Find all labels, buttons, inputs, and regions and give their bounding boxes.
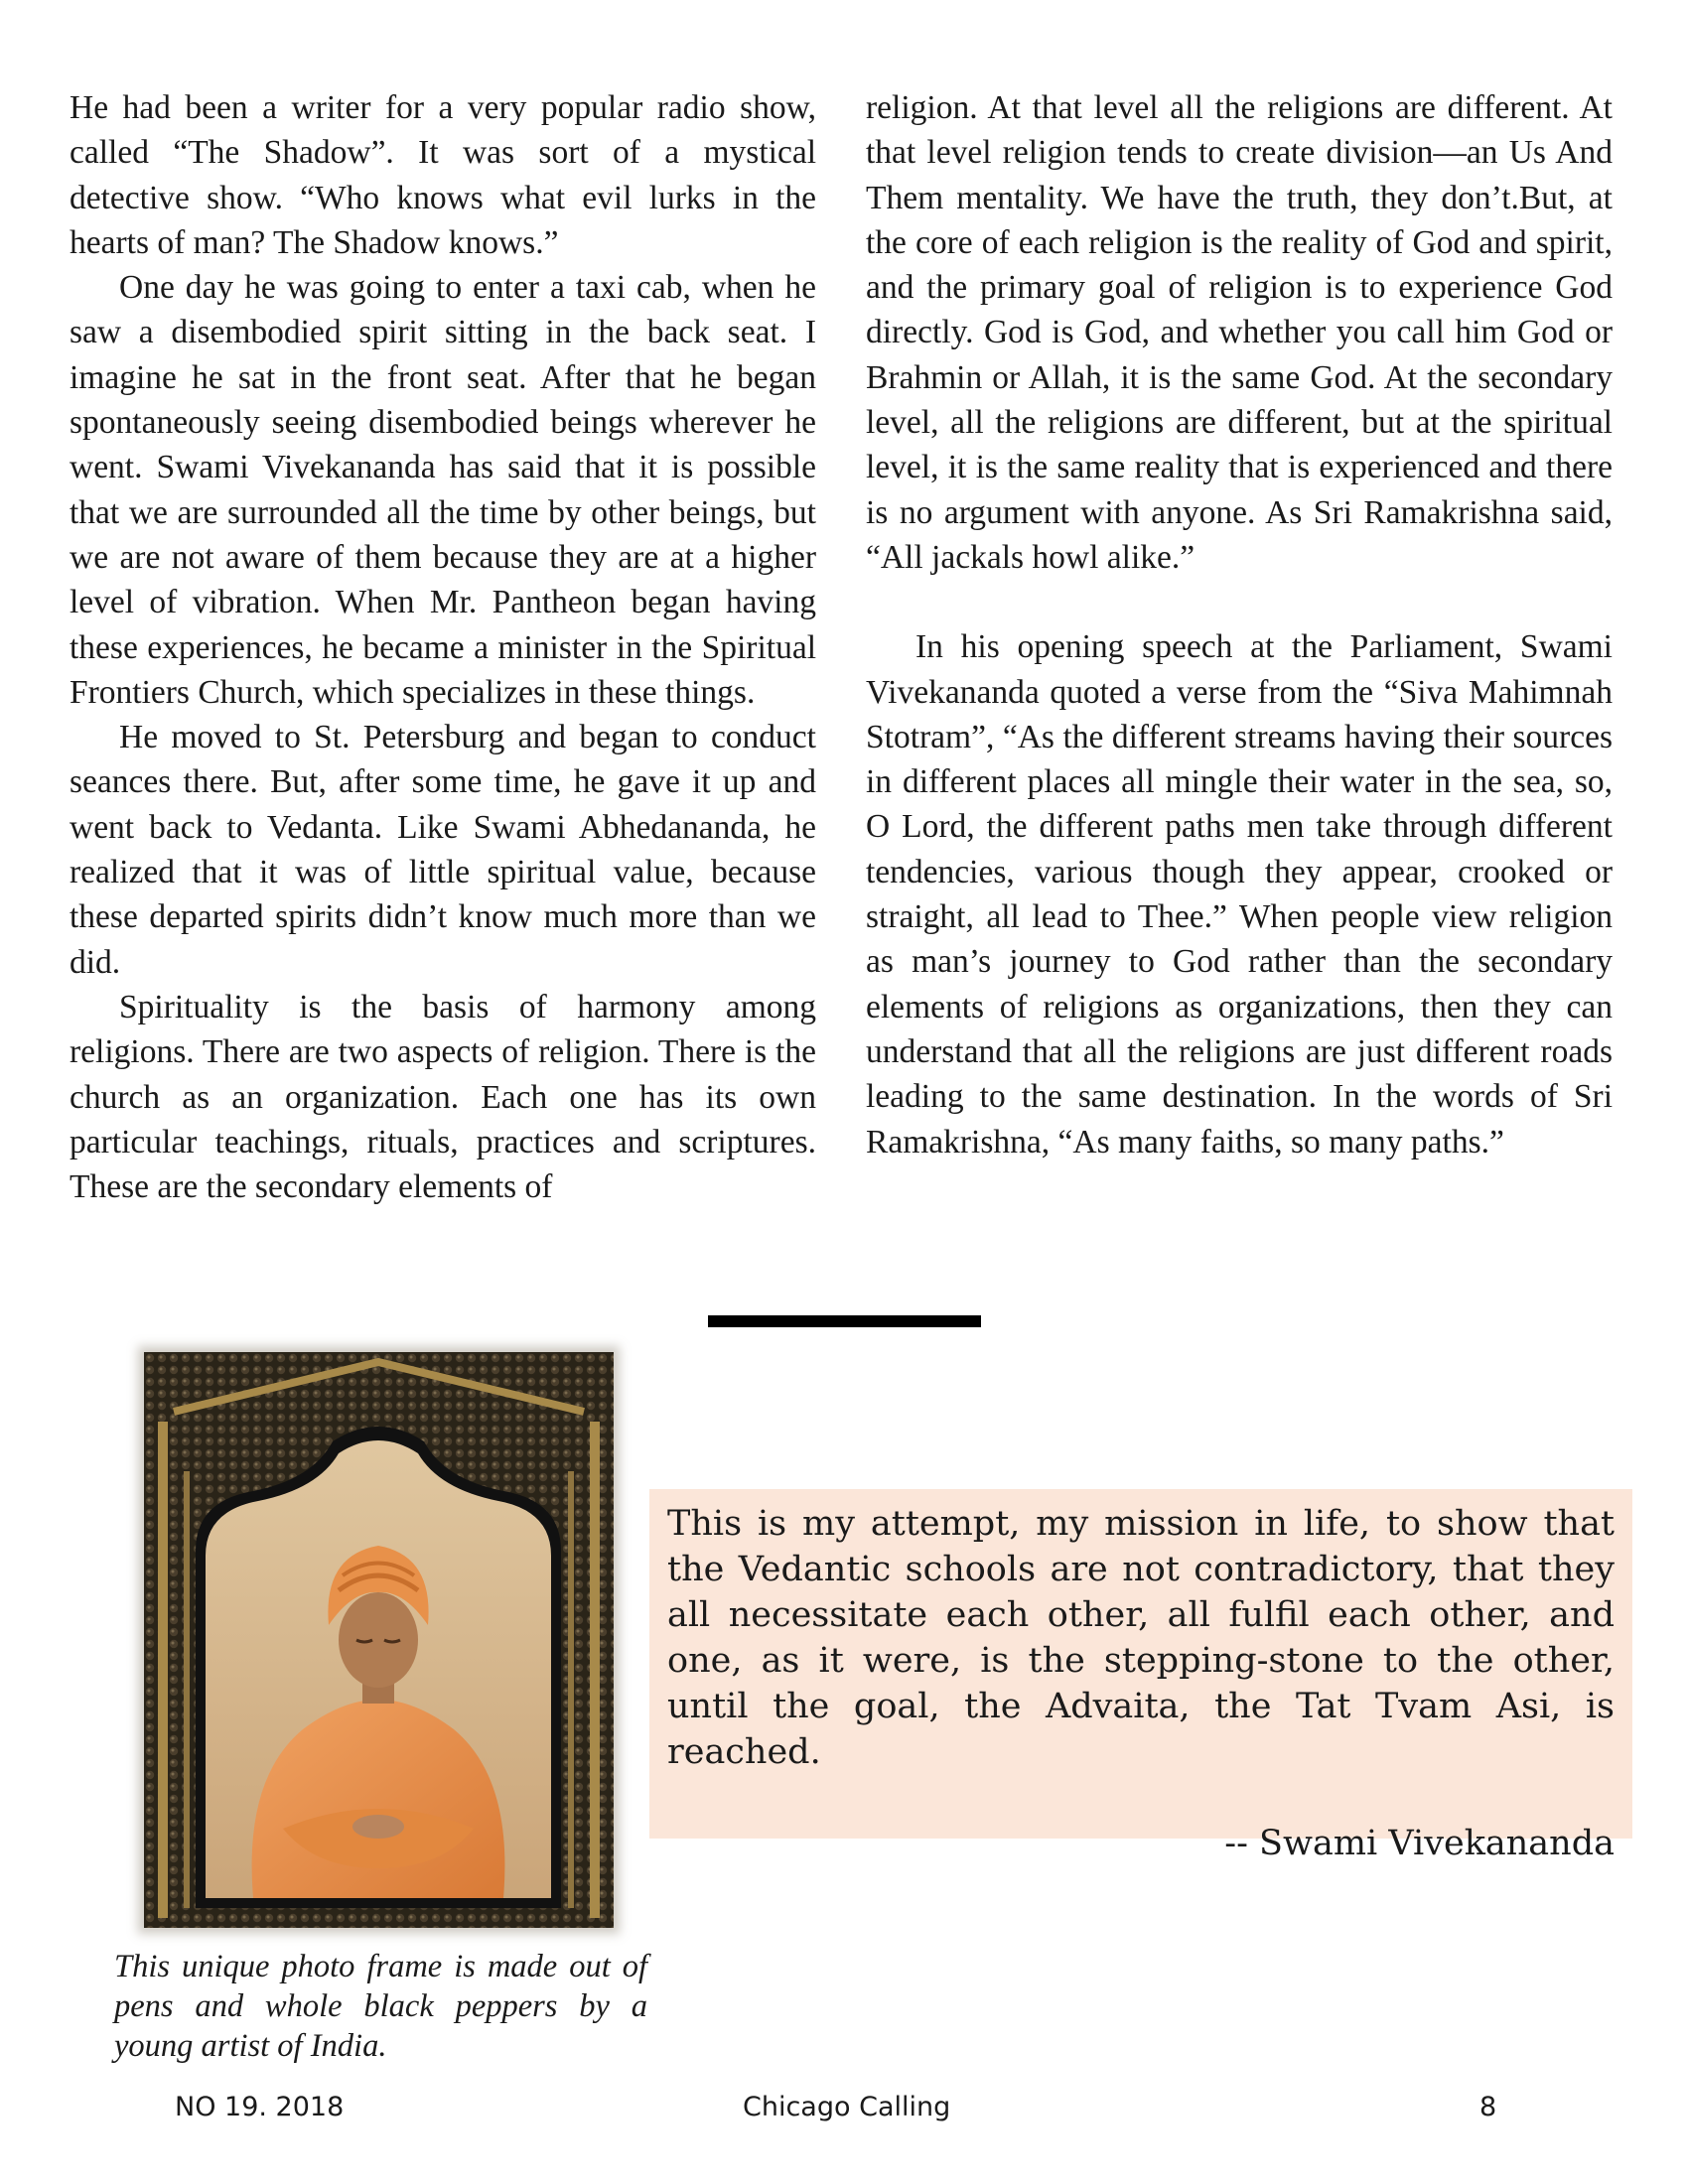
footer-publication: Chicago Calling [743, 2092, 951, 2122]
quote-box [649, 1489, 1632, 1863]
paragraph: He had been a writer for a very popular radio show, called “The Shadow”. It was sort of a mystical detective show. “Who knows what evil lurks in the hearts of man? The Shadow knows.” [70, 89, 816, 261]
framed-photo [144, 1352, 614, 1928]
right-column [866, 85, 1613, 1164]
paragraph: In his opening speech at the Parliament, Swami Vivekananda quoted a verse from the “Siva Mahimnah Stotram”, “As the different streams having their sources in different places all mingle their water in the sea, so, O Lord, the different paths men take through different tendencies, various though they appear, crooked or straight, all lead to Thee.” When people view religion as man’s journey to God rather than the secondary elements of religions as organizations, then they can understand that all the religions are just different roads leading to the same destination. In the words of Sri Ramakrishna, “As many faiths, so many paths.” [866, 628, 1613, 1160]
quote-author: -- Swami Vivekananda [1224, 1824, 1615, 1863]
paragraph: One day he was going to enter a taxi cab, when he saw a disembodied spirit sitting in the back seat. I imagine he sat in the front seat. After that he began spontaneously seeing disembodied beings wherever he went. Swami Vivekananda has said that it is possible that we are surrounded all the time by other beings, but we are not aware of them because they are at a higher level of vibration. When Mr. Pantheon began having these experiences, he became a minister in the Spiritual Frontiers Church, which specializes in these things. [70, 269, 816, 711]
framed-portrait-image [144, 1352, 614, 1928]
paragraph: He moved to St. Petersburg and began to conduct seances there. But, after some time, he gave it up and went back to Vedanta. Like Swami Abhedananda, he realized that it was of little spiritual value, because these departed spirits didn’t know much more than we did. [70, 719, 816, 981]
paragraph: religion. At that level all the religions are different. At that level religion tends to create division—an Us And Them mentality. We have the truth, they don’t.But, at the core of each religion is the reality of God and spirit, and the primary goal of religion is to experience God directly. God is God, and whether you call him God or Brahmin or Allah, it is the same God. At the secondary level, all the religions are different, but at the spiritual level, it is the same reality that is experienced and there is no argument with anyone. As Sri Ramakrishna said, “All jackals howl alike.” [866, 89, 1613, 576]
quote-text: This is my attempt, my mission in life, to show that the Vedantic schools are not contradictory, that they all necessitate each other, all fulfil each other, and one, as it were, is the stepping-stone to the other, until the goal, the Advaita, the Tat Tvam Asi, is reached. [667, 1504, 1615, 1772]
footer-issue: NO 19. 2018 [175, 2092, 345, 2122]
section-divider [708, 1315, 981, 1327]
paragraph: Spirituality is the basis of harmony among religions. There are two aspects of religion. There is the church as an organization. Each one has its own particular teachings, rituals, practices and scriptures. These are the secondary elements of [70, 988, 816, 1206]
left-column [70, 85, 816, 1209]
photo-caption: This unique photo frame is made out of pens and whole black peppers by a young artist of India. [114, 1949, 647, 2064]
footer-page-number: 8 [1479, 2092, 1497, 2122]
